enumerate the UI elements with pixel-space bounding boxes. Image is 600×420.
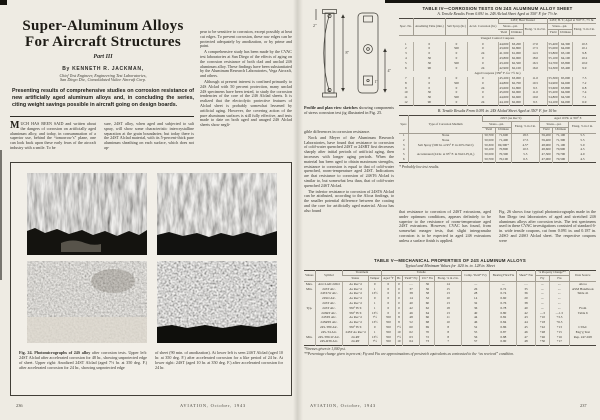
figure-24-caption-right: of sheet (90 min. of anodization). At lower left is seen 24ST Alclad (aged 10 hr. at 350 deg. F.) after accelerated corrosion for a like period of 24 hr. At lower right: 24ST (aged 10 hr. at 350 deg. F.) after accelerated corrosion for 24 hr.	[155, 350, 283, 370]
article-header	[12, 18, 194, 83]
table-row: 24ST-W Alc. As Rec’d 13½ 0 0 38 58 13 28 0.74 36 .... .... Table 41	[304, 292, 596, 297]
table-row: 12 90 0 24 44,100 62,000 9.5 54,100 64,000 6.9	[399, 101, 596, 106]
page-number-left: 236	[16, 403, 23, 408]
photomicrograph-upper-right	[157, 173, 277, 255]
author-affiliation-line2: San Diego Div., Consolidated Vultee Aircraft Corp.	[59, 77, 147, 83]
table-header-row: Stress—psi. Elong. % in 2 in. Stress—psi. Elong. % in 2 in.	[399, 24, 596, 30]
paragraph: A comprehensive study has been made by the CVAC test laboratories at San Diego of the effects of aging on the corrosion resistance of both clad and unclad 24S aluminum alloy. These findings have been substantiated by the Aluminum Research Laboratories, Vega Aircraft, and others.	[200, 49, 292, 79]
table-4b-subtitle: B. Tensile Results From 0.091 in. 24S Alclad Sheet Aged at 350° F. for 10 hr.	[437, 109, 558, 114]
drop-cap: M	[10, 120, 20, 131]
body-column-3	[200, 30, 292, 158]
drawing-caption	[304, 106, 394, 116]
table-5-title: TABLE V—MECHANICAL PROPERTIES OF 24S ALUMINUM ALLOYS	[374, 258, 526, 263]
paragraph: gible differences in corrosion resistance.	[304, 129, 371, 134]
table-row: Min. 24ST Alc. As Rec’d 1 0 0 37 56 15 26 0.72 35 .... .... ASM Handbook	[304, 287, 596, 292]
magazine-footer-right-page: AVIATION, October, 1943	[310, 403, 376, 408]
table-group-label: Aged Coupons (350° F. for 7½ hr.)	[474, 70, 521, 75]
table-row: Typ. 24ST Alc. 350° H.T. 1 0 0 42 62 18 36 0.78 40 .... .... From	[304, 306, 596, 311]
page-left	[8, 4, 294, 414]
table-4b	[399, 115, 596, 163]
photomicrograph-upper-left	[27, 173, 147, 255]
table-header-row: Spec. Type of Corrosion Medium 24ST (As Rec’d) Aged 10 Hr. at 350° F.	[399, 115, 596, 121]
header-rule	[10, 116, 194, 117]
drawing-caption-lead: Profile and plan view sketches	[304, 105, 358, 110]
scan-edge-artifact-top	[385, 0, 600, 3]
scan-edge-artifact-left	[0, 150, 2, 280]
part-label: Part III	[93, 54, 113, 60]
table-row: 4 30 0 0 43,800 62,900 18.0 55,100 64,100 10.2	[399, 56, 596, 61]
paragraph: Although at present interest is confined primarily to 24S Alclad with 50 percent protection, many unclad 24S specimens have been tested, to study the corrosion tendencies of the core of the 24S Alclad sheets. It is realized that the electrolytic protective features of Alclad sheet is probably somewhat lessened by artificial aging. However, the covering action of the pure aluminum surfaces is still fully effective, and tests made to date on both aged and unaged 24S Alclad sheets show negli-	[200, 78, 292, 128]
drawing-caption-text: showing components of stress corrosion test jig illustrated in Fig. 25.	[304, 105, 394, 115]
paragraph: The inferior resistance to corrosion of 24ST6 Alclad can be attributed, according to the Alcoa findings, to the smaller potential difference between the coating and the core for artificially aged material. Alcoa has also found	[304, 188, 394, 213]
table-row: 3 Salt Spray (500 hr. at 95° F. in 20% NaCl) 50,300 69,300* 4.5* 48,900 71,100 5.0	[399, 143, 596, 148]
body-column-4	[304, 130, 394, 260]
body-text: UCH HAS BEEN SAID and written about the dangers of corrosion on artificially aged aluminum alloy, and today, in consummation of a superior use, behind the “tomorrow’s” plane, one can look back upon these early fears of the aircraft industry with a smile. To be	[10, 121, 96, 150]
magazine-footer-left-page: AVIATION, October, 1943	[180, 403, 246, 408]
table-row: Max. ALCLAD 24SO As Rec’d 0 0 0 .... 36 14 .... .... .... .... .... Alcoa	[304, 282, 596, 287]
table-row: 24SO Alc. As Rec’d 0 0 0 14 32 10 14 0.60 20 .... ....	[304, 297, 596, 302]
table-row: 6 50,700 70,100 6.5 47,000 70,500 4.5	[399, 158, 596, 163]
table-4a-subtitle: A. Tensile Results From 0.091 in. 24S Alclad Sheet Aged at 350° F. for 7½ hr.	[437, 12, 558, 16]
table-row: 1 0 0 0 44,000 63,200 17.0 55,400 64,300 10.3	[399, 42, 596, 47]
table-row: 8 0 500 0 44,800 62,700 10.5 54,900 64,600 7.2	[399, 81, 596, 86]
figure-24-caption-left	[19, 351, 147, 371]
table-4-block	[399, 6, 596, 169]
table-header-row: Spec. No. Anodizing Time (min.) Salt Spray (hr.) Accel. Corrosion (hr.) 24ST; Heat Treated 24ST; H. T.; Aged at 350° F., 7½ hr.	[399, 18, 596, 24]
table-header-row: Status Temper Aged °F Hr. Yield* Fty Ult.* Ftu Elong. % in 2 in. Fty Ftu	[304, 276, 596, 282]
dimension-label: 4″	[387, 68, 392, 73]
author-affiliation-line1: Chief Test Engineer, Engineering Test Laboratories,	[59, 72, 147, 78]
photomicrograph-lower-right	[157, 261, 277, 343]
paragraph: Fig. 26 shows four typical photomicrographs made in the San Diego test laboratories of aged and stretched 24S aluminum alloys after corrosion tests. The test specimens used in these CVAC investigations consisted of standard 6-in. wide tensile coupons, cut from 0.091 in. and 0.187 in. 24SO and 24SO Alclad sheet. The respective coupons were	[499, 209, 596, 243]
table-row: 3 0 0 24 41,500 61,000 14.5 53,800 63,100 9.8	[399, 52, 596, 57]
table-5-footnote-1: *Stresses given in 1,000 psi.	[304, 347, 346, 352]
table-group-label: Unaged Control Coupons	[480, 36, 515, 41]
table-row: 7 0 0 0 45,200 63,000 11.0 55,300 65,000 7.5	[399, 77, 596, 82]
table-row: 24SRT Alc. 350° H.T. 13½ 0 0 46 64 13 40 0.80 42 —3 —1.5 Table 6	[304, 311, 596, 316]
table-row: 24ST6 Alc. As Rec’d 7½ 350 8 48 66 11 44 0.82 43 +10 +3.5	[304, 316, 596, 321]
table-row: 24ST Alc. As Rec’d 1 0 0 40 60 13 32 0.76 38 .... ....	[304, 302, 596, 307]
dimension-label: 8″	[345, 50, 350, 55]
table-header-row: Yield Ultimate Yield Ultimate	[399, 30, 596, 36]
page-number-right: 237	[580, 403, 587, 408]
scan-edge-artifact-corner	[0, 0, 7, 5]
dimension-label: 1″	[374, 79, 379, 84]
paragraph: Nock and Meyer of the Aluminum Research Laboratories, have found that resistance to corrosion of cold-water quenched 24ST or 24SRT first decreases sharply after initial periods of artificial aging, then increases with longer aging periods. When the material has been aged to obtain maximum strengths, resistance to corrosion is equal to that of cold-water quenched, room-temperature aged 24ST. Indications are that resistance to corrosion of 24ST6 Alclad is similar to, but somewhat less than, that of cold-water quenched 24ST Alclad.	[304, 134, 394, 188]
article-title-line2: For Aircraft Structures	[24, 34, 182, 50]
table-row: 5 30 500 0 43,200 62,500 16.5 54,700 63,800 10.0	[399, 61, 596, 66]
table-row: 5 Accelerated (24 hr. at 95° F. in NaCl-H₂O₂) 50,500 70,300 5.5 47,300 70,700 4.0	[399, 153, 596, 158]
body-column-1	[10, 122, 96, 160]
paragraph: sure, 24ST alloy, when aged and subjected to salt spray, will show some characteristic intercrystalline separation at the grain boundaries; but today there is the 24ST Alclad material, with its 5-percent-thick pure aluminum sheathing on each surface, which does not ap-	[104, 121, 194, 150]
table-row: Min. 24S-T80-W Alc. 24-RT 13½ 350 7½ 63 72 8 56 0.88 47 +46 +16 Rep. 247-028	[304, 335, 596, 340]
byline: By KENNETH R. JACKMAN,	[62, 66, 144, 72]
table-row: 24S-T4 Alc. 24ST As Rec’d 1 350 10 62 70 8 55 0.87 46 +48 +15 Eng’g Test	[304, 330, 596, 335]
table-row: 11 30 500 0 44,600 62,600 10.0 54,800 64,500 7.1	[399, 96, 596, 101]
table-row: 10 30 0 0 45,000 62,900 11.0 55,200 64,900 7.4	[399, 91, 596, 96]
paragraph: pear to be sensitive to corrosion, except possibly at heat cut edges. To prevent corrosion, these raw edges can be protected adequately by anodization, or by prime and paint.	[200, 29, 292, 49]
table-5-block	[304, 258, 596, 356]
stress-jig-drawing	[306, 4, 394, 104]
table-row: 2 0 500 0 43,600 62,800 17.5 55,000 64,000 10.1	[399, 47, 596, 52]
body-column-5	[399, 210, 491, 256]
table-4a	[399, 18, 596, 107]
table-header-row: Values Symbol Treatment Tensile Comp. Yield* Fcy Bearing Fbru/Ftu Shear* Fsu % Property Change** Data Source	[304, 270, 596, 276]
table-row: 24S-T80 Alc. 350° H.T. 0 350 7½ 60 69 8 52 0.86 45 +42 +13 CVAC	[304, 326, 596, 331]
table-row: 9 0 0 24 43,600 61,800 9.5 53,600 63,800 6.8	[399, 86, 596, 91]
table-row: 24SRT6 Alc. As Rec’d 13½ 350 8 52 68 10 46 0.84 44 +18 +6.5	[304, 321, 596, 326]
table-row: 6 90 0 24 42,900 62,100 16.0 54,300 63,400 9.9	[399, 66, 596, 71]
table-5-footnote-2: **Percentage change given in percent; Fty and Ftu are approximations of prestretch equivalents as contrasted to the “as received” condition.	[304, 351, 515, 356]
page-right	[302, 4, 596, 414]
table-4-footnote: * Probably low test results.	[399, 164, 440, 169]
table-header-row: Stress—psi. Elong. % in 2 in. Stress—psi. Elong. % in 2 in.	[399, 121, 596, 127]
table-5-subtitle: Typical and Minimum Values for .020 in. to .128 in. Sheet	[405, 264, 495, 268]
article-title-line1: Super-Aluminum Alloys	[22, 18, 184, 34]
article-lede: Presenting results of comprehensive studies on corrosion resistance of new artificially aged aluminum alloys and, in concluding the series, citing weight savings possible in aircraft going on design boards.	[12, 88, 194, 109]
table-row: 1 None 50,700 71,600 18.5 59,200 71,100 5.5	[399, 133, 596, 138]
table-4-title: TABLE IV—CORROSION TESTS ON 24S ALUMINUM ALLOY SHEET	[422, 6, 573, 11]
table-row: 4 50,100 70,800 10.5 48,600 70,900 4.5	[399, 148, 596, 153]
photomicrograph-lower-left	[27, 261, 147, 343]
paragraph: that resistance to corrosion of 24ST extrusions, aged under optimum conditions, appears definitely to be superior to the resistance of room-temperature aged 24ST extrusions. However, CVAC has found, from somewhat meager tests, that slight intergranular corrosion is to be expected in aged 24S extrusions unless a surface finish is applied.	[399, 209, 491, 243]
body-column-6	[499, 210, 596, 256]
table-row: 24S-RT6 Alc. 24-RT 7½ 350 10 64 73 7 57 0.90 48 +50 +17	[304, 340, 596, 345]
table-5	[304, 270, 596, 346]
table-header-row: Yield Ultimate Yield Ultimate	[399, 127, 596, 133]
table-row: 2 None 50,500 71,400 17.5 59,400 71,300 5.5	[399, 138, 596, 143]
figure-24-box	[10, 162, 292, 396]
figure-24-caption-text: after corrosion tests. Upper left: 24ST Alclad after accelerated corrosion for 48 hr., showing unprotected edge of sheet. Upper right: Anodized 24ST Alclad (aged 7½ hr. at 350 deg. F.) after accelerated corrosion for 24 hr., showing unprotected edge	[19, 350, 148, 370]
dimension-label: 2″	[313, 23, 317, 28]
body-column-2	[104, 122, 194, 160]
figure-24-caption-lead: Fig. 24. Photomicrographs of 24S alloy	[19, 350, 91, 355]
